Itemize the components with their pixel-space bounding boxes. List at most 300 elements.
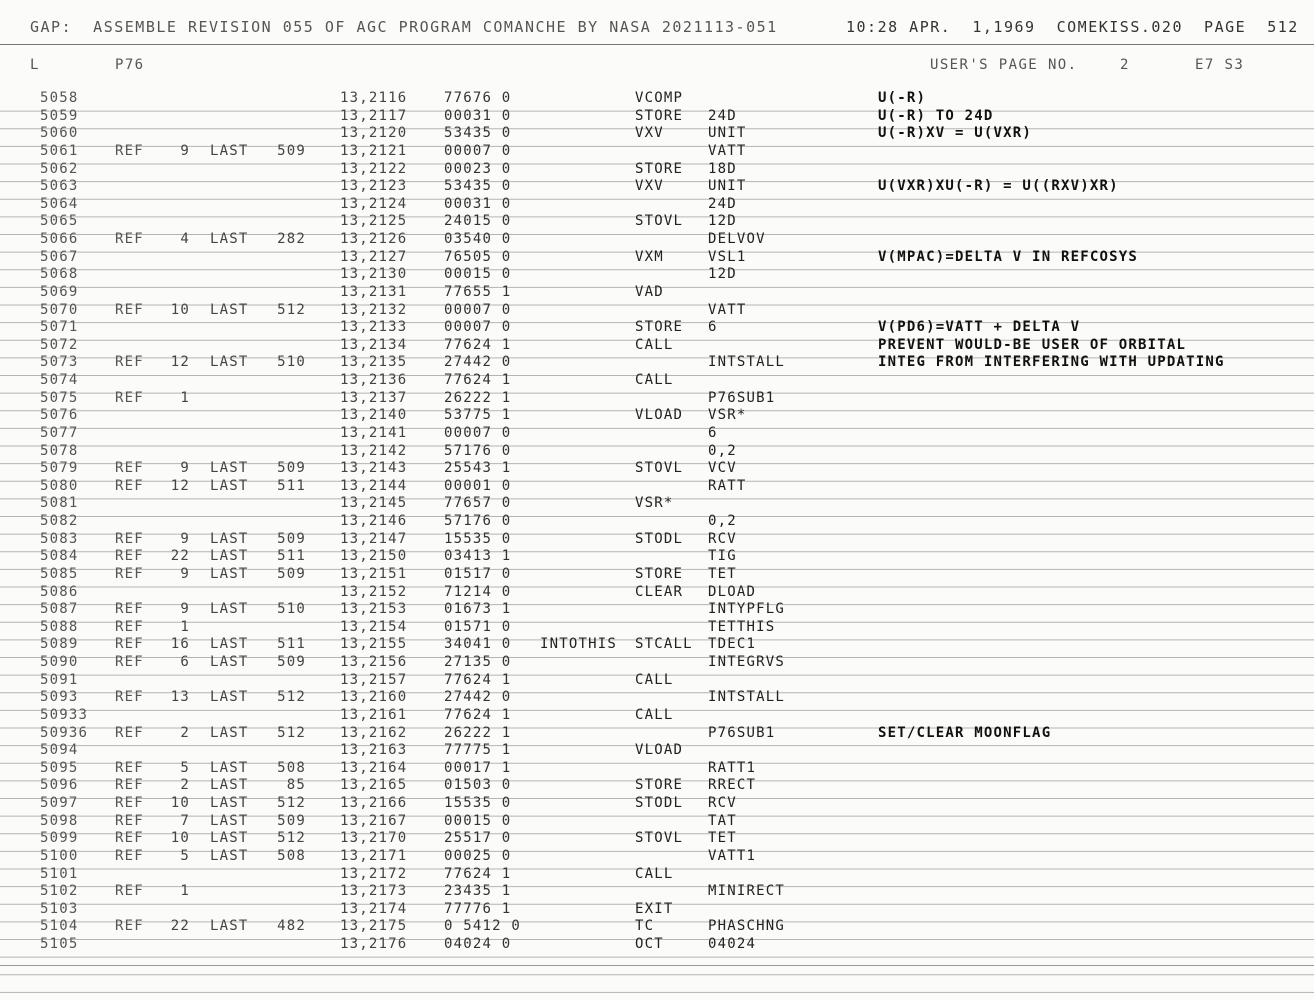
opcode: STORE — [635, 565, 684, 582]
listing-row — [0, 249, 1314, 267]
octal-word: 53435 0 — [444, 178, 512, 195]
octal-word: 27135 0 — [444, 654, 512, 670]
last-page: 511 — [277, 477, 306, 494]
address: 13,2160 — [340, 689, 408, 706]
listing-row — [0, 143, 1314, 161]
ref-tag: REF — [115, 812, 144, 829]
last-page: 508 — [277, 759, 306, 776]
line-number: 5099 — [40, 830, 79, 847]
operand: UNIT — [708, 125, 747, 142]
address: 13,2123 — [340, 178, 408, 195]
line-number: 5077 — [40, 424, 79, 441]
ref-count: 16 — [170, 636, 190, 653]
ref-tag: REF — [115, 460, 144, 477]
operand: PHASCHNG — [708, 918, 786, 935]
listing-row — [0, 707, 1314, 725]
listing-row — [0, 548, 1314, 566]
ref-tag: REF — [115, 724, 144, 741]
octal-word: 53775 1 — [444, 407, 512, 424]
listing-row — [0, 601, 1314, 619]
octal-word: 15535 0 — [444, 795, 512, 811]
operand: DELVOV — [708, 231, 766, 247]
octal-word: 24015 0 — [444, 213, 512, 230]
octal-word: 77657 0 — [444, 495, 512, 512]
address: 13,2122 — [340, 160, 408, 177]
operand: 12D — [708, 213, 737, 230]
ref-tag: REF — [115, 618, 144, 635]
last-tag: LAST — [210, 918, 249, 935]
operand: INTSTALL — [708, 354, 786, 371]
address: 13,2174 — [340, 900, 408, 917]
comment: U(-R) TO 24D — [878, 107, 994, 124]
ref-count: 12 — [170, 477, 190, 494]
listing-row — [0, 742, 1314, 760]
line-number: 5071 — [40, 319, 79, 336]
address: 13,2172 — [340, 865, 408, 882]
ref-count: 12 — [170, 354, 190, 371]
octal-word: 00007 0 — [444, 424, 512, 441]
line-number: 5081 — [40, 495, 79, 512]
comment: U(-R)XV = U(VXR) — [878, 125, 1033, 142]
ref-count: 4 — [180, 231, 190, 247]
opcode: STOVL — [635, 213, 684, 230]
operand: 24D — [708, 107, 737, 124]
ref-tag: REF — [115, 636, 144, 653]
last-tag: LAST — [210, 777, 249, 794]
line-number: 5074 — [40, 372, 79, 388]
octal-word: 26222 1 — [444, 389, 512, 406]
opcode: VCOMP — [635, 90, 684, 106]
listing-code: E7 S3 — [1195, 57, 1245, 73]
octal-word: 01673 1 — [444, 601, 512, 618]
ref-count: 22 — [170, 918, 190, 935]
ref-tag: REF — [115, 918, 144, 935]
listing-row — [0, 636, 1314, 654]
octal-word: 77624 1 — [444, 706, 512, 723]
octal-word: 00023 0 — [444, 160, 512, 177]
line-number: 5078 — [40, 442, 79, 459]
octal-word: 77775 1 — [444, 742, 512, 759]
last-page: 512 — [277, 689, 306, 706]
operand: 04024 — [708, 936, 757, 952]
line-number: 5079 — [40, 460, 79, 477]
ref-count: 9 — [180, 601, 190, 618]
listing-row — [0, 284, 1314, 302]
operand: TIG — [708, 548, 737, 565]
last-page: 509 — [277, 530, 306, 547]
address: 13,2164 — [340, 759, 408, 776]
operand: VATT1 — [708, 847, 757, 864]
opcode: STORE — [635, 107, 684, 124]
last-tag: LAST — [210, 689, 249, 706]
ref-count: 22 — [170, 548, 190, 565]
last-page: 85 — [286, 777, 306, 794]
ref-count: 7 — [180, 812, 190, 829]
ref-tag: REF — [115, 477, 144, 494]
last-tag: LAST — [210, 460, 249, 477]
last-page: 512 — [277, 724, 306, 741]
opcode: VSR* — [635, 495, 674, 512]
line-number: 5060 — [40, 125, 79, 142]
octal-word: 23435 1 — [444, 883, 512, 900]
listing-row — [0, 425, 1314, 443]
opcode: VLOAD — [635, 407, 684, 424]
line-number: 5096 — [40, 777, 79, 794]
opcode: VXV — [635, 125, 664, 142]
ref-count: 2 — [180, 724, 190, 741]
octal-word: 26222 1 — [444, 724, 512, 741]
address: 13,2124 — [340, 195, 408, 212]
address: 13,2142 — [340, 442, 408, 459]
last-tag: LAST — [210, 812, 249, 829]
last-page: 509 — [277, 460, 306, 477]
user-page-number: 2 — [1120, 57, 1130, 73]
ref-tag: REF — [115, 601, 144, 618]
line-number: 5105 — [40, 936, 79, 952]
line-number: 5061 — [40, 142, 79, 159]
octal-word: 34041 0 — [444, 636, 512, 653]
opcode: STODL — [635, 795, 684, 811]
listing-row — [0, 689, 1314, 707]
last-page: 511 — [277, 548, 306, 565]
listing-row — [0, 654, 1314, 672]
address: 13,2127 — [340, 248, 408, 265]
address: 13,2131 — [340, 283, 408, 300]
address: 13,2156 — [340, 654, 408, 670]
comment: PREVENT WOULD-BE USER OF ORBITAL — [878, 336, 1187, 353]
operand: TET — [708, 830, 737, 847]
address: 13,2140 — [340, 407, 408, 424]
comment: V(PD6)=VATT + DELTA V — [878, 319, 1081, 336]
ref-count: 5 — [180, 847, 190, 864]
line-number: 5058 — [40, 90, 79, 106]
address: 13,2167 — [340, 812, 408, 829]
comment: U(-R) — [878, 90, 927, 106]
octal-word: 01571 0 — [444, 618, 512, 635]
octal-word: 77624 1 — [444, 671, 512, 688]
listing-row — [0, 830, 1314, 848]
operand: RRECT — [708, 777, 757, 794]
line-number: 5083 — [40, 530, 79, 547]
listing-row — [0, 513, 1314, 531]
listing-row — [0, 725, 1314, 743]
ref-count: 6 — [180, 654, 190, 670]
ref-tag: REF — [115, 795, 144, 811]
address: 13,2121 — [340, 142, 408, 159]
listing-row — [0, 478, 1314, 496]
opcode: STORE — [635, 319, 684, 336]
line-number: 5085 — [40, 565, 79, 582]
operand: TDEC1 — [708, 636, 757, 653]
line-number: 5068 — [40, 266, 79, 283]
octal-word: 04024 0 — [444, 936, 512, 952]
listing-row — [0, 178, 1314, 196]
operand: RATT1 — [708, 759, 757, 776]
listing-row — [0, 266, 1314, 284]
octal-word: 53435 0 — [444, 125, 512, 142]
ref-count: 2 — [180, 777, 190, 794]
ref-count: 1 — [180, 389, 190, 406]
last-tag: LAST — [210, 530, 249, 547]
operand: DLOAD — [708, 583, 757, 600]
line-number: 5101 — [40, 865, 79, 882]
listing-row — [0, 443, 1314, 461]
address: 13,2151 — [340, 565, 408, 582]
octal-word: 00001 0 — [444, 477, 512, 494]
address: 13,2171 — [340, 847, 408, 864]
listing-row — [0, 213, 1314, 231]
comment: U(VXR)XU(-R) = U((RXV)XR) — [878, 178, 1119, 195]
listing-row — [0, 196, 1314, 214]
operand: RCV — [708, 795, 737, 811]
listing-row — [0, 372, 1314, 390]
octal-word: 71214 0 — [444, 583, 512, 600]
last-tag: LAST — [210, 724, 249, 741]
ref-tag: REF — [115, 565, 144, 582]
address: 13,2132 — [340, 301, 408, 318]
opcode: EXIT — [635, 900, 674, 917]
line-number: 5062 — [40, 160, 79, 177]
ref-tag: REF — [115, 654, 144, 670]
ref-tag: REF — [115, 689, 144, 706]
octal-word: 01503 0 — [444, 777, 512, 794]
operand: INTSTALL — [708, 689, 786, 706]
last-page: 282 — [277, 231, 306, 247]
octal-word: 77676 0 — [444, 90, 512, 106]
octal-word: 27442 0 — [444, 689, 512, 706]
octal-word: 0 5412 0 — [444, 918, 522, 935]
line-number: 5075 — [40, 389, 79, 406]
line-number: 5100 — [40, 847, 79, 864]
address: 13,2166 — [340, 795, 408, 811]
opcode: CALL — [635, 372, 674, 388]
ref-tag: REF — [115, 142, 144, 159]
ref-count: 9 — [180, 565, 190, 582]
ref-tag: REF — [115, 777, 144, 794]
address: 13,2116 — [340, 90, 408, 106]
code-listing — [0, 90, 1314, 954]
operand: VATT — [708, 142, 747, 159]
operand: TAT — [708, 812, 737, 829]
listing-row — [0, 848, 1314, 866]
address: 13,2173 — [340, 883, 408, 900]
listing-row — [0, 495, 1314, 513]
line-number: 50936 — [40, 724, 89, 741]
octal-word: 76505 0 — [444, 248, 512, 265]
line-number: 5070 — [40, 301, 79, 318]
operand: 6 — [708, 424, 718, 441]
listing-type: L — [30, 57, 40, 73]
listing-row — [0, 813, 1314, 831]
line-number: 5088 — [40, 618, 79, 635]
listing-row — [0, 619, 1314, 637]
octal-word: 01517 0 — [444, 565, 512, 582]
address: 13,2157 — [340, 671, 408, 688]
opcode: VXV — [635, 178, 664, 195]
last-tag: LAST — [210, 142, 249, 159]
operand: 0,2 — [708, 513, 737, 529]
listing-row — [0, 390, 1314, 408]
header-divider — [0, 44, 1314, 45]
ref-count: 9 — [180, 530, 190, 547]
address: 13,2141 — [340, 424, 408, 441]
user-page-label: USER'S PAGE NO. — [930, 57, 1078, 73]
line-number: 5104 — [40, 918, 79, 935]
line-number: 5066 — [40, 231, 79, 247]
line-number: 5076 — [40, 407, 79, 424]
ref-count: 9 — [180, 460, 190, 477]
ref-count: 9 — [180, 142, 190, 159]
operand: 18D — [708, 160, 737, 177]
operand: 24D — [708, 195, 737, 212]
line-number: 5073 — [40, 354, 79, 371]
address: 13,2155 — [340, 636, 408, 653]
octal-word: 27442 0 — [444, 354, 512, 371]
line-number: 5064 — [40, 195, 79, 212]
address: 13,2137 — [340, 389, 408, 406]
octal-word: 77776 1 — [444, 900, 512, 917]
ref-count: 10 — [170, 830, 190, 847]
listing-row — [0, 566, 1314, 584]
octal-word: 00031 0 — [444, 195, 512, 212]
octal-word: 03540 0 — [444, 231, 512, 247]
opcode: STORE — [635, 777, 684, 794]
listing-row — [0, 125, 1314, 143]
ref-count: 10 — [170, 301, 190, 318]
operand: INTYPFLG — [708, 601, 786, 618]
operand: VSL1 — [708, 248, 747, 265]
address: 13,2153 — [340, 601, 408, 618]
octal-word: 00007 0 — [444, 142, 512, 159]
listing-row — [0, 936, 1314, 954]
operand: VCV — [708, 460, 737, 477]
address: 13,2176 — [340, 936, 408, 952]
listing-row — [0, 901, 1314, 919]
listing-row — [0, 795, 1314, 813]
last-tag: LAST — [210, 795, 249, 811]
header-area — [0, 0, 1314, 94]
octal-word: 57176 0 — [444, 442, 512, 459]
line-number: 5067 — [40, 248, 79, 265]
last-page: 509 — [277, 565, 306, 582]
last-page: 508 — [277, 847, 306, 864]
line-number: 5093 — [40, 689, 79, 706]
listing-row — [0, 460, 1314, 478]
address: 13,2136 — [340, 372, 408, 388]
last-page: 509 — [277, 142, 306, 159]
listing-row — [0, 90, 1314, 108]
octal-word: 77624 1 — [444, 336, 512, 353]
ref-count: 1 — [180, 618, 190, 635]
operand: VATT — [708, 301, 747, 318]
opcode: STODL — [635, 530, 684, 547]
address: 13,2161 — [340, 706, 408, 723]
address: 13,2146 — [340, 513, 408, 529]
last-tag: LAST — [210, 636, 249, 653]
address: 13,2152 — [340, 583, 408, 600]
line-number: 5065 — [40, 213, 79, 230]
listing-row — [0, 672, 1314, 690]
address: 13,2175 — [340, 918, 408, 935]
operand: 6 — [708, 319, 718, 336]
listing-row — [0, 760, 1314, 778]
listing-row — [0, 337, 1314, 355]
address: 13,2135 — [340, 354, 408, 371]
opcode: CALL — [635, 706, 674, 723]
section-name: P76 — [115, 57, 145, 73]
address: 13,2143 — [340, 460, 408, 477]
listing-row — [0, 918, 1314, 936]
octal-word: 00025 0 — [444, 847, 512, 864]
ref-count: 10 — [170, 795, 190, 811]
listing-row — [0, 777, 1314, 795]
ref-tag: REF — [115, 301, 144, 318]
comment: SET/CLEAR MOONFLAG — [878, 724, 1052, 741]
line-number: 5080 — [40, 477, 79, 494]
opcode: CALL — [635, 336, 674, 353]
ref-tag: REF — [115, 830, 144, 847]
last-tag: LAST — [210, 759, 249, 776]
opcode: CALL — [635, 671, 674, 688]
operand: 12D — [708, 266, 737, 283]
line-number: 5097 — [40, 795, 79, 811]
header-title: GAP: ASSEMBLE REVISION 055 OF AGC PROGRAM COMANCHE BY NASA 2021113-051 — [30, 18, 778, 36]
line-number: 5089 — [40, 636, 79, 653]
line-number: 5059 — [40, 107, 79, 124]
listing-row — [0, 354, 1314, 372]
operand: TET — [708, 565, 737, 582]
opcode: CALL — [635, 865, 674, 882]
octal-word: 00031 0 — [444, 107, 512, 124]
listing-row — [0, 108, 1314, 126]
ref-tag: REF — [115, 354, 144, 371]
octal-word: 00017 1 — [444, 759, 512, 776]
address: 13,2133 — [340, 319, 408, 336]
listing-row — [0, 407, 1314, 425]
last-page: 512 — [277, 301, 306, 318]
address: 13,2117 — [340, 107, 408, 124]
listing-row — [0, 231, 1314, 249]
last-page: 512 — [277, 795, 306, 811]
line-number: 5098 — [40, 812, 79, 829]
address: 13,2163 — [340, 742, 408, 759]
operand: VSR* — [708, 407, 747, 424]
listing-row — [0, 866, 1314, 884]
octal-word: 00007 0 — [444, 319, 512, 336]
opcode: TC — [635, 918, 655, 935]
line-number: 5084 — [40, 548, 79, 565]
octal-word: 15535 0 — [444, 530, 512, 547]
octal-word: 25543 1 — [444, 460, 512, 477]
address: 13,2170 — [340, 830, 408, 847]
ref-tag: REF — [115, 759, 144, 776]
ref-tag: REF — [115, 847, 144, 864]
ref-tag: REF — [115, 231, 144, 247]
opcode: VXM — [635, 248, 664, 265]
octal-word: 25517 0 — [444, 830, 512, 847]
header-date-page: 10:28 APR. 1,1969 COMEKISS.020 PAGE 512 — [846, 18, 1299, 36]
listing-row — [0, 302, 1314, 320]
last-page: 509 — [277, 654, 306, 670]
operand: TETTHIS — [708, 618, 776, 635]
last-tag: LAST — [210, 830, 249, 847]
last-page: 509 — [277, 812, 306, 829]
opcode: STCALL — [635, 636, 693, 653]
line-number: 5094 — [40, 742, 79, 759]
line-number: 5087 — [40, 601, 79, 618]
address: 13,2125 — [340, 213, 408, 230]
opcode: VLOAD — [635, 742, 684, 759]
